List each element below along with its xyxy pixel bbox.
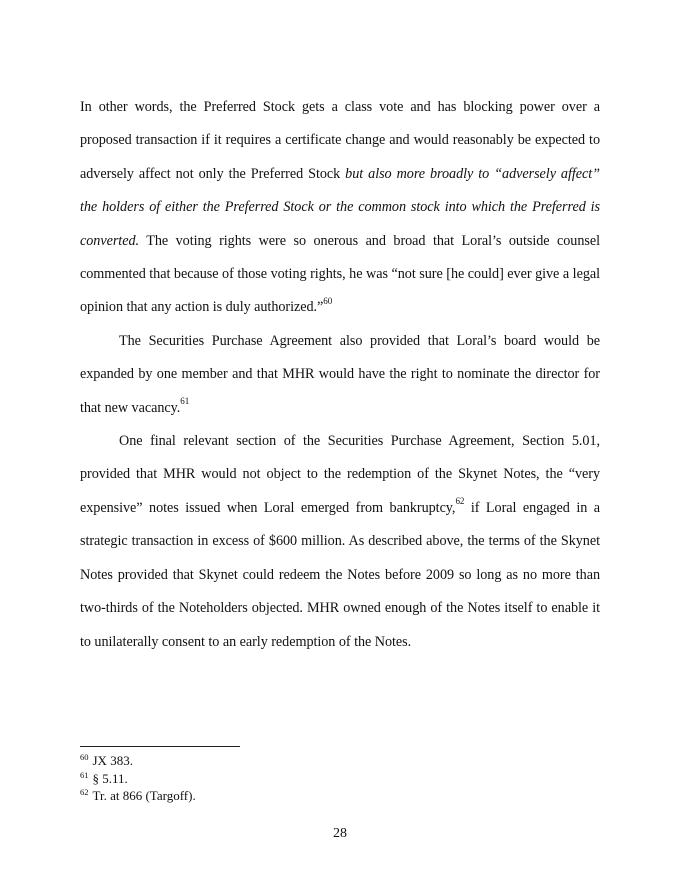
paragraph-italic-text: but also more broadly to “adversely affect” the holders of either the Preferred Stock or the common stock into which the Preferred is converted. xyxy=(80,165,600,249)
footnote-text: Tr. at 866 (Targoff). xyxy=(92,788,196,803)
footnote-text: § 5.11. xyxy=(92,770,128,786)
footnote-separator xyxy=(80,746,240,747)
footnote-number: 60 xyxy=(80,752,89,762)
page-number: 28 xyxy=(333,826,347,841)
paragraph-skynet-notes xyxy=(80,425,600,659)
paragraph-text: In other words, the Preferred Stock gets a class vote and has blocking power over a proposed transaction if it requires a certificate change and would reasonably be expected to adversely affect not only the Preferred Stock xyxy=(80,99,600,182)
paragraph-board-expansion xyxy=(80,325,600,425)
footnotes-section xyxy=(80,753,600,806)
footnote-ref-60[interactable]: 60 xyxy=(323,295,333,306)
footnote-ref-61[interactable]: 61 xyxy=(180,395,190,406)
footnote-60 xyxy=(80,753,600,771)
paragraph-text: The voting rights were so onerous and broad that Loral’s outside counsel commented that because of those voting rights, he was “not sure [he could] ever give a legal opinion that any action is duly authorized.” xyxy=(80,232,600,316)
footnote-text: JX 383. xyxy=(92,753,133,768)
paragraph-text: The Securities Purchase Agreement also provided that Loral’s board would be expanded by one member and that MHR would have the right to nominate the director for that new vacancy. xyxy=(80,332,600,416)
footnote-number: 61 xyxy=(80,769,89,780)
paragraph-text: One final relevant section of the Securities Purchase Agreement, Section 5.01, provided that MHR would not object to the redemption of the Skynet Notes, the “very expensive” notes issued when Loral emerged from bankruptcy, xyxy=(80,433,600,516)
footnote-61 xyxy=(80,771,600,789)
footnote-number: 62 xyxy=(80,787,89,797)
footnote-62 xyxy=(80,788,600,806)
main-body-text xyxy=(80,91,600,659)
paragraph-preferred-stock-voting xyxy=(80,91,600,325)
footnote-ref-62[interactable]: 62 xyxy=(455,496,465,507)
paragraph-text: if Loral engaged in a strategic transaction in excess of $600 million. As described above, the terms of the Skynet Notes provided that Skynet could redeem the Notes before 2009 so long as no more than two-thirds of the Noteholders objected. MHR owned enough of the Notes itself to enable it to unilaterally consent to an early redemption of the Notes. xyxy=(80,499,600,650)
